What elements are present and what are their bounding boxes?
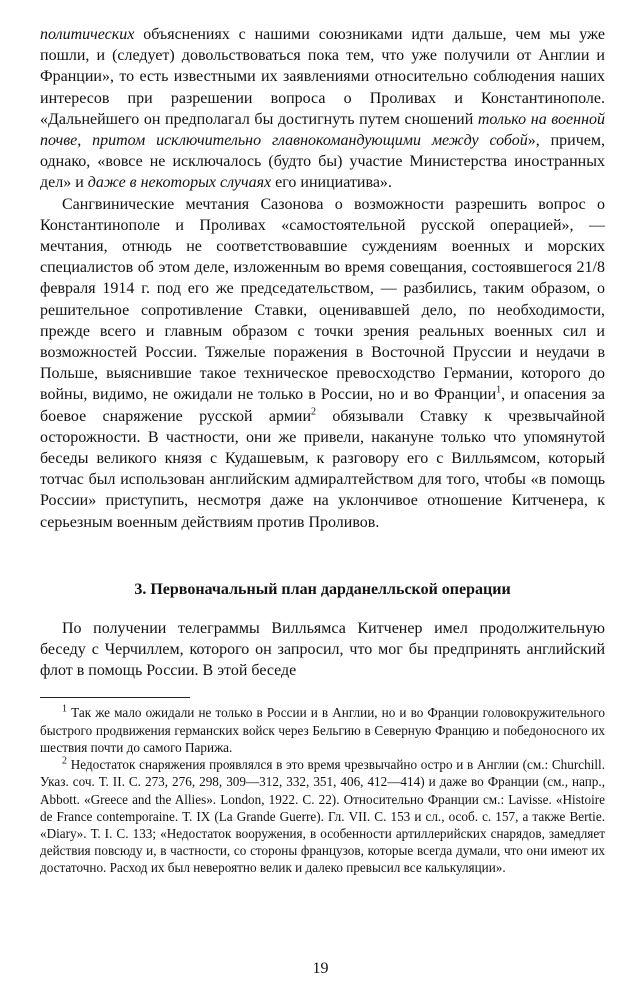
text-fragment: его инициатива». xyxy=(271,174,392,192)
italic-fragment: только на военной почве, притом исключительно главнокомандующими между собой xyxy=(40,110,606,150)
text-fragment: объяснениях с нашими союзниками идти дальше, чем мы уже пошли, и (следует) довольствоваться пока тем, что уже получили от Англии и Франции», то есть известными их заявлениями относительно соблюдения наших интересов при разрешении вопроса о Проливах и Константинополе. «Дальнейшего он предполагал бы достигнуть путем сношений xyxy=(40,26,605,128)
text-fragment: , и опасения за боевое снаряжение русской армии xyxy=(40,386,606,425)
footnote-ref-2[interactable]: 2 xyxy=(311,406,317,418)
italic-fragment: политических xyxy=(40,26,135,43)
text-fragment: Сангвинические мечтания Сазонова о возможности разрешить вопрос о Константинополе и Проливах «самостоятельной русской операцией», — мечтания, отнюдь не соответствовавшие суждениям военных и морских специалистов об этом деле, изложенным во время совещания, состоявшегося 21/8 февраля 1914 г. под его же председательством, — разбились, таким образом, о решительное сопротивление Ставки, оценивавшей дело, по необходимости, прежде всего и главным образом с точки зрения реальных военных сил и возможностей России. Тяжелые поражения в Восточной Пруссии и неудачи в Польше, выяснившие такое техническое превосходство Германии, которого до войны, видимо, не ожидали не только в России, но и во Франции xyxy=(40,195,605,404)
paragraph-3: По получении телеграммы Вилльямса Китченер имел продолжительную беседу с Черчиллем, которого он запросил, что мог бы предпринять английский флот в помощь России. В этой беседе xyxy=(40,619,605,680)
text-fragment: », причем, однако, «вовсе не исключалось (будто бы) участие Министерства иностранных дел» и xyxy=(40,132,605,192)
footnote-marker: 1 xyxy=(62,704,67,716)
footnote-text: Недостаток снаряжения проявлялся в это время чрезвычайно остро и в Англии (см.: Churchill. Указ. соч. Т. II. С. 273, 276, 298, 309—312, 332, 351, 406, 412—414) и даже во Франции (см., напр., Abbott. «Greece and the Allies». London, 1922. С. 22). Относительно Франции см.: Lavisse. «Histoire de France contemporaine. Т. IX (La Grande Guerre). Гл. VII. С. 153 и сл., особ. с. 157, а также Bertie. «Diary». Т. I. С. 133; «Недостаток вооружения, в особенности артиллерийских снарядов, замедляет действия повсюду и, в частности, со стороны французов, которые всегда думали, что они имеют их достаточно. Расход их был невероятно велик и далеко превысил все калькуляции». xyxy=(40,757,605,876)
footnote-marker: 2 xyxy=(62,755,67,767)
footnotes xyxy=(40,704,605,876)
footnote-2 xyxy=(40,756,605,876)
footnote-ref-1[interactable]: 1 xyxy=(496,385,502,397)
footnote-text: Так же мало ожидали не только в России и в Англии, но и во Франции головокружительного быстрого продвижения германских войск через Бельгию в Северную Францию и победоносного их шествия почти до самого Парижа. xyxy=(40,705,605,755)
page-number: 19 xyxy=(312,960,329,977)
paragraph-2 xyxy=(40,194,605,533)
text-fragment: обязывали Ставку к чрезвычайной осторожности. В частности, они же привели, накануне только что упомянутой беседы великого князя с Кудашевым, к разговору его с Вилльямсом, который тотчас был использован английским адмиралтейством для того, чтобы «в помощь России» приступить, несмотря даже на уклончивое отношение Китченера, к серьезным военным действиям против Проливов. xyxy=(40,407,605,531)
main-text xyxy=(40,24,605,681)
section-heading: 3. Первоначальный план дарданелльской операции xyxy=(134,580,511,598)
footnote-divider xyxy=(40,697,190,698)
paragraph-1 xyxy=(40,24,605,194)
footnote-1 xyxy=(40,704,605,756)
italic-fragment: даже в некоторых случаях xyxy=(87,174,272,192)
